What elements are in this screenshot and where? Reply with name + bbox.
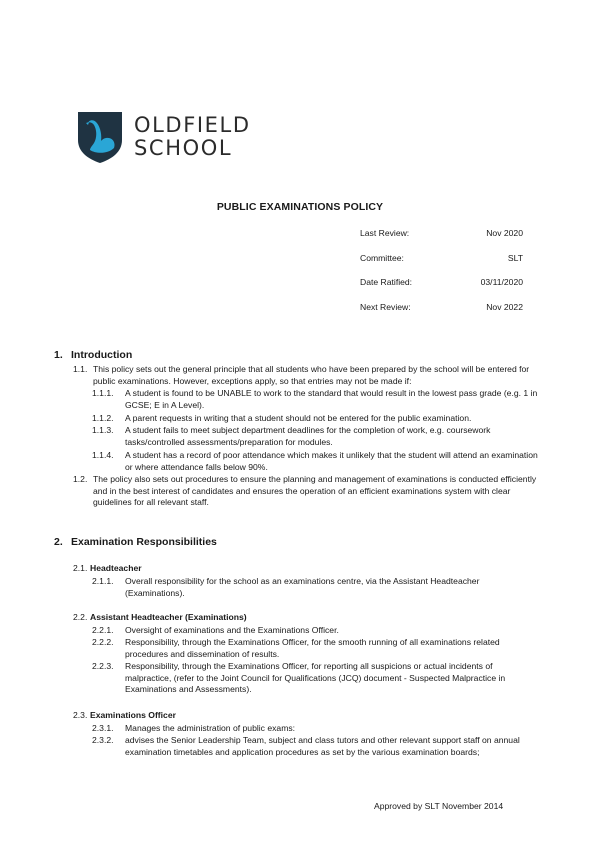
section-number: 2. bbox=[54, 536, 63, 548]
approval-footer: Approved by SLT November 2014 bbox=[374, 801, 504, 811]
paragraph-number: 1.1.2. bbox=[92, 413, 114, 423]
logo-line-1: OLDFIELD bbox=[134, 113, 251, 137]
subheading-number: 2.1. bbox=[73, 563, 88, 573]
paragraph-text: Overall responsibility for the school as an examinations centre, via the Assistant Headteacher (Examinations). bbox=[125, 576, 480, 598]
logo-line-2: SCHOOL bbox=[134, 136, 233, 160]
paragraph-1-1-4 bbox=[92, 450, 540, 473]
paragraph-number: 2.2.1. bbox=[92, 625, 114, 635]
section-title: Examination Responsibilities bbox=[71, 536, 217, 548]
paragraph-2-3-2 bbox=[92, 735, 540, 758]
paragraph-2-2-1 bbox=[92, 625, 540, 637]
meta-value: Nov 2020 bbox=[486, 228, 523, 238]
paragraph-text: This policy sets out the general principle that all students who have been prepared by the school will be entered for public examinations. However, exceptions apply, so that entries may not be made if: bbox=[93, 364, 530, 386]
paragraph-number: 2.1.1. bbox=[92, 576, 114, 586]
paragraph-1-1-2 bbox=[92, 413, 540, 425]
paragraph-2-2-2 bbox=[92, 637, 540, 660]
paragraph-text: advises the Senior Leadership Team, subject and class tutors and other relevant support staff on annual examination timetables and application procedures as set by the various examination boards; bbox=[125, 735, 520, 757]
document-title: PUBLIC EXAMINATIONS POLICY bbox=[216, 201, 384, 213]
paragraph-number: 2.2.2. bbox=[92, 637, 114, 647]
meta-row bbox=[360, 253, 523, 278]
subheading-number: 2.2. bbox=[73, 612, 88, 622]
meta-value: Nov 2022 bbox=[486, 301, 523, 312]
subheading-title: Examinations Officer bbox=[90, 710, 176, 720]
paragraph-number: 2.3.1. bbox=[92, 723, 114, 733]
paragraph-text: A student has a record of poor attendance which makes it unlikely that the student will attend an examination or where attendance falls below 90%. bbox=[125, 450, 538, 472]
paragraph-text: Manages the administration of public exams: bbox=[125, 723, 296, 733]
meta-row bbox=[360, 302, 523, 327]
paragraph-number: 2.2.3. bbox=[92, 661, 114, 671]
meta-label: Committee: bbox=[360, 252, 404, 263]
paragraph-number: 1.1. bbox=[73, 364, 88, 374]
subheading-headteacher bbox=[73, 563, 142, 573]
school-logo bbox=[76, 110, 251, 164]
subheading-number: 2.3. bbox=[73, 710, 88, 720]
meta-label: Last Review: bbox=[360, 228, 410, 238]
section-number: 1. bbox=[54, 349, 63, 361]
paragraph-text: A parent requests in writing that a student should not be entered for the public examination. bbox=[125, 413, 472, 423]
paragraph-1-1-3 bbox=[92, 425, 540, 448]
section-heading-examination-responsibilities bbox=[54, 536, 217, 548]
meta-value: SLT bbox=[507, 252, 523, 263]
subheading-examinations-officer bbox=[73, 710, 176, 720]
paragraph-2-1-1 bbox=[92, 576, 540, 599]
paragraph-1-1-1 bbox=[92, 388, 540, 411]
meta-value: 03/11/2020 bbox=[480, 277, 523, 287]
subheading-assistant-headteacher bbox=[73, 612, 247, 622]
paragraph-text: The policy also sets out procedures to ensure the planning and management of examinations is conducted efficiently and in the best interest of candidates and ensures the operation of an efficient examinations system with clear guidelines for all relevant staff. bbox=[93, 474, 537, 508]
meta-label: Date Ratified: bbox=[360, 277, 413, 287]
paragraph-text: Responsibility, through the Examinations Officer, for reporting all suspicions or actual incidents of malpractice, (refer to the Joint Council for Qualifications (JCQ) document - Suspected Malpractice in Examinations and Assessments). bbox=[125, 661, 506, 695]
subheading-title: Headteacher bbox=[90, 563, 142, 573]
paragraph-2-2-3 bbox=[92, 661, 540, 696]
review-meta-table bbox=[360, 228, 523, 326]
meta-row bbox=[360, 277, 523, 302]
subheading-title: Assistant Headteacher (Examinations) bbox=[90, 612, 247, 622]
paragraph-text: A student is found to be UNABLE to work to the standard that would result in the lowest pass grade (e.g. 1 in GCSE; E in A Level). bbox=[125, 388, 538, 410]
section-title: Introduction bbox=[71, 349, 133, 361]
paragraph-1-2 bbox=[73, 474, 543, 509]
swan-shield-icon bbox=[76, 110, 124, 164]
section-heading-introduction bbox=[54, 349, 132, 361]
meta-label: Next Review: bbox=[360, 301, 411, 312]
paragraph-text: A student fails to meet subject department deadlines for the completion of work, e.g. coursework tasks/controlled assessments/preparation for modules. bbox=[125, 425, 491, 447]
paragraph-number: 1.1.1. bbox=[92, 388, 114, 398]
meta-row bbox=[360, 228, 523, 253]
paragraph-number: 1.1.3. bbox=[92, 425, 114, 435]
paragraph-number: 2.3.2. bbox=[92, 735, 114, 745]
paragraph-2-3-1 bbox=[92, 723, 540, 735]
paragraph-text: Oversight of examinations and the Examinations Officer. bbox=[125, 625, 339, 635]
paragraph-number: 1.2. bbox=[73, 474, 88, 484]
paragraph-number: 1.1.4. bbox=[92, 450, 114, 460]
paragraph-text: Responsibility, through the Examinations Officer, for the smooth running of all examinations related procedures and dissemination of results. bbox=[125, 637, 500, 659]
paragraph-1-1 bbox=[73, 364, 543, 387]
